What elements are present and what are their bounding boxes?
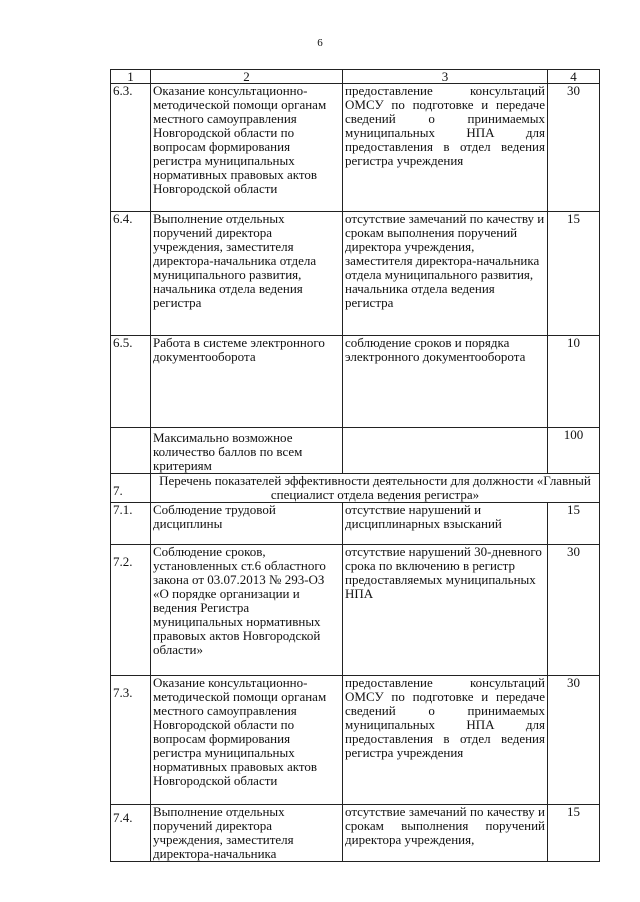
- row-criterion: предоставление консультаций ОМСУ по подготовке и передаче сведений о принимаемых муниципальных НПА для предоставления в отдел ведения регистра учреждения: [343, 676, 548, 805]
- row-criterion: отсутствие замечаний по качеству и срокам выполнения поручений директора учреждения,: [343, 805, 548, 862]
- row-indicator: Оказание консультационно-методической помощи органам местного самоуправления Новгородской области по вопросам формирования регистра муниципальных нормативных правовых актов Новгородской области: [151, 676, 343, 805]
- section-number: 7.: [111, 474, 151, 503]
- row-number: 7.2.: [111, 545, 151, 676]
- row-criterion: отсутствие замечаний по качеству и срокам выполнения поручений директора учреждения, заместителя директора-начальника отдела муниципального развития, начальника отдела ведения регистра: [343, 212, 548, 336]
- section-title: Перечень показателей эффективности деятельности для должности «Главный специалист отдела ведения регистра»: [151, 474, 600, 503]
- table-row: [111, 212, 600, 336]
- table-row: [111, 676, 600, 805]
- row-number: 6.5.: [111, 336, 151, 428]
- row-score: 15: [548, 212, 600, 336]
- row-indicator: Соблюдение трудовой дисциплины: [151, 503, 343, 545]
- row-indicator: Максимально возможное количество баллов по всем критериям: [151, 428, 343, 474]
- row-number: 6.4.: [111, 212, 151, 336]
- row-criterion: отсутствие нарушений 30-дневного срока по включению в регистр предоставляемых муниципальных НПА: [343, 545, 548, 676]
- row-number: 6.3.: [111, 84, 151, 212]
- row-indicator: Выполнение отдельных поручений директора учреждения, заместителя директора-начальника отдела муниципального развития, начальника отдела ведения регистра: [151, 212, 343, 336]
- row-score: 10: [548, 336, 600, 428]
- table-row: [111, 545, 600, 676]
- table-row: [111, 503, 600, 545]
- row-score: 30: [548, 545, 600, 676]
- row-criterion: [343, 428, 548, 474]
- table-row: [111, 336, 600, 428]
- row-indicator: Работа в системе электронного документооборота: [151, 336, 343, 428]
- row-score: 15: [548, 503, 600, 545]
- header-col-1: 1: [111, 70, 151, 84]
- row-score: 30: [548, 676, 600, 805]
- row-score: 15: [548, 805, 600, 862]
- row-number: [111, 428, 151, 474]
- table-header-row: [111, 70, 600, 84]
- row-criterion: отсутствие нарушений и дисциплинарных взысканий: [343, 503, 548, 545]
- row-indicator: Выполнение отдельных поручений директора учреждения, заместителя директора-начальника: [151, 805, 343, 862]
- row-number: 7.4.: [111, 805, 151, 862]
- row-criterion: предоставление консультаций ОМСУ по подготовке и передаче сведений о принимаемых муниципальных НПА для предоставления в отдел ведения регистра учреждения: [343, 84, 548, 212]
- header-col-4: 4: [548, 70, 600, 84]
- row-score: 30: [548, 84, 600, 212]
- indicators-table: [110, 69, 600, 862]
- table-row: [111, 428, 600, 474]
- table-row: [111, 84, 600, 212]
- row-indicator: Оказание консультационно-методической помощи органам местного самоуправления Новгородской области по вопросам формирования регистра муниципальных нормативных правовых актов Новгородской области: [151, 84, 343, 212]
- table-row: [111, 805, 600, 862]
- row-criterion: соблюдение сроков и порядка электронного документооборота: [343, 336, 548, 428]
- header-col-3: 3: [343, 70, 548, 84]
- section-heading-row: [111, 474, 600, 503]
- header-col-2: 2: [151, 70, 343, 84]
- page-number: 6: [317, 37, 323, 49]
- row-number: 7.3.: [111, 676, 151, 805]
- row-total-score: 100: [548, 428, 600, 474]
- row-indicator: Соблюдение сроков, установленных ст.6 областного закона от 03.07.2013 № 293-ОЗ «О порядке организации и ведения Регистра муниципальных нормативных правовых актов Новгородской области»: [151, 545, 343, 676]
- row-number: 7.1.: [111, 503, 151, 545]
